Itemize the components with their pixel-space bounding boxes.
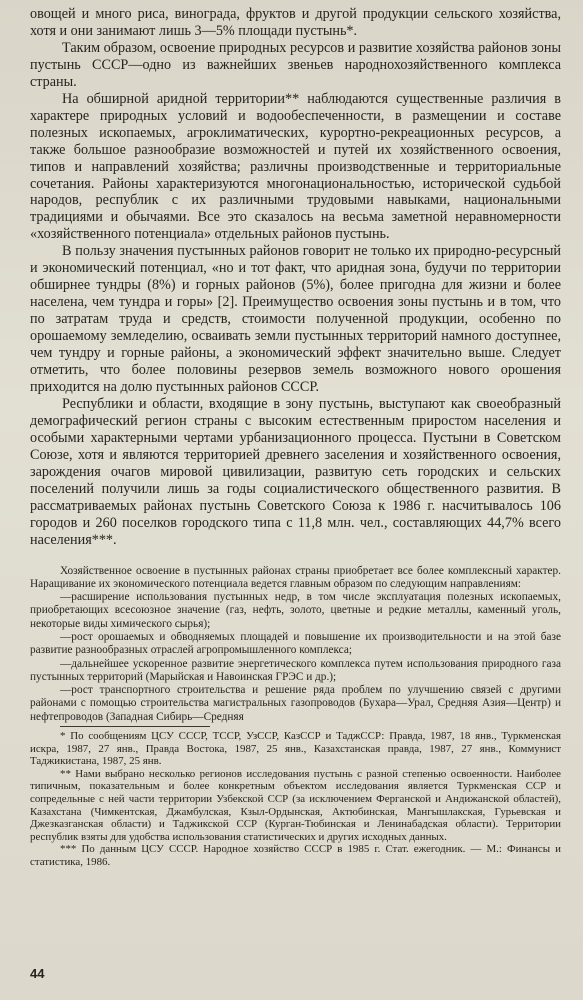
list-item: —рост орошаемых и обводняемых площадей и повышение их производительности и на этой базе развитие разнообразных отраслей агропромышленного комплекса;: [30, 630, 561, 657]
list-item: —дальнейшее ускоренное развитие энергетического комплекса путем использования природного газа пустынных территорий (Марыйская и Навоинская ГРЭС и др.);: [30, 657, 561, 683]
footnote: ** Нами выбрано несколько регионов исследования пустынь с разной степенью освоенности. Наиболее типичным, показательным и более конкретным объектом исследования является Туркменская ССР и сопредельные с ней части территории Узбекской ССР (за исключением Ферганской и Андижанской областей), Казахстана (Чимкентская, Джамбулская, Кзыл-Ордынская, Актюбинская, Мангышлакская, Гурьевская и Джезказганская области) и Таджикской ССР (Курган-Тюбинская и Ленинабадская области). Территории республик взяты для удобства использования статистических и других исходных данных.: [30, 767, 561, 843]
paragraph: овощей и много риса, винограда, фруктов и другой продукции сельского хозяйства, хотя и они занимают лишь 3—5% площади пустынь*.: [30, 6, 561, 39]
paragraph: Республики и области, входящие в зону пустынь, выступают как своеобразный демографический регион страны с высоким естественным приростом населения и особыми характерными чертами урбанизационного процесса. Пустыни в Советском Союзе, хотя и являются территорией древнего заселения и хозяйственного освоения, зарождения очагов мировой цивилизации, развитую сеть городских и сельских поселений получили лишь за годы социалистического общественного развития. В рассматриваемых районах пустынь Советского Союза к 1986 г. насчитывалось 106 городов и 260 поселков городского типа с 11,8 млн. чел., составляющих 44,7% всего населения***.: [30, 395, 561, 548]
list-item: —расширение использования пустынных недр, в том числе эксплуатация полезных ископаемых, приобретающих всесоюзное значение (газ, нефть, золото, цветные и редкие металлы, каменный уголь, некоторые виды химического сырья);: [30, 591, 561, 630]
paragraph: В пользу значения пустынных районов говорит не только их природно-ресурсный и экономический потенциал, «но и тот факт, что аридная зона, будучи по территории обширнее тундры (8%) и горных районов (5%), более пригодна для жизни и более населена, чем тундра и горы» [2]. Преимущество освоения зоны пустынь и в том, что по затратам труда и средств, стоимости полученной продукции, особенно по орошаемому земледелию, осваивать земли пустынных территорий намного доступнее, чем тундру и горные районы, а экономический эффект значительно выше. Следует отметить, что более половины резервов земель возможного нового орошения приходится на долю пустынных районов СССР.: [30, 243, 561, 395]
footnotes: [30, 730, 561, 869]
footnote: * По сообщениям ЦСУ СССР, ТССР, УзССР, КазССР и ТаджССР: Правда, 1987, 18 янв., Туркменская искра, 1987, 27 янв., Правда Востока, 1987, 25 янв., Казахстанская правда, 1987, 27 янв., Коммунист Таджикистана, 1987, 25 янв.: [30, 730, 561, 768]
footnote-divider: [60, 726, 210, 727]
paragraph: Таким образом, освоение природных ресурсов и развитие хозяйства районов зоны пустынь СССР—одно из важнейших звеньев народнохозяйственного комплекса страны.: [30, 39, 561, 90]
footnote: *** По данным ЦСУ СССР. Народное хозяйство СССР в 1985 г. Стат. ежегодник. — М.: Финансы и статистика, 1986.: [30, 843, 561, 868]
list-item: —рост транспортного строительства и решение ряда проблем по улучшению связей с другими районами с помощью строительства магистральных газопроводов (Бухара—Урал, Средняя Азия—Центр) и нефтепроводов (Западная Сибирь—Средняя: [30, 684, 561, 723]
main-text: [30, 6, 561, 549]
small-print-block: [30, 565, 561, 725]
page-number: 44: [30, 966, 45, 981]
paragraph: На обширной аридной территории** наблюдаются существенные различия в характере природных условий и водообеспеченности, в размещении и составе полезных ископаемых, агроклиматических, курортно-рекреационных ресурсов, а также большое разнообразие возможностей и путей их хозяйственного освоения, типов и направлений хозяйства; различны производственные и территориальные сочетания. Районы характеризуются многонациональностью, исторической судьбой народов, республик с их различными трудовыми навыками, национальными традициями и обычаями. Все это сказалось на весьма заметной неравномерности «хозяйственного потенциала» отдельных районов пустынь.: [30, 90, 561, 243]
small-paragraph: Хозяйственное освоение в пустынных районах страны приобретает все более комплексный характер. Наращивание их экономического потенциала ведется главным образом по следующим направлениям:: [30, 564, 561, 590]
